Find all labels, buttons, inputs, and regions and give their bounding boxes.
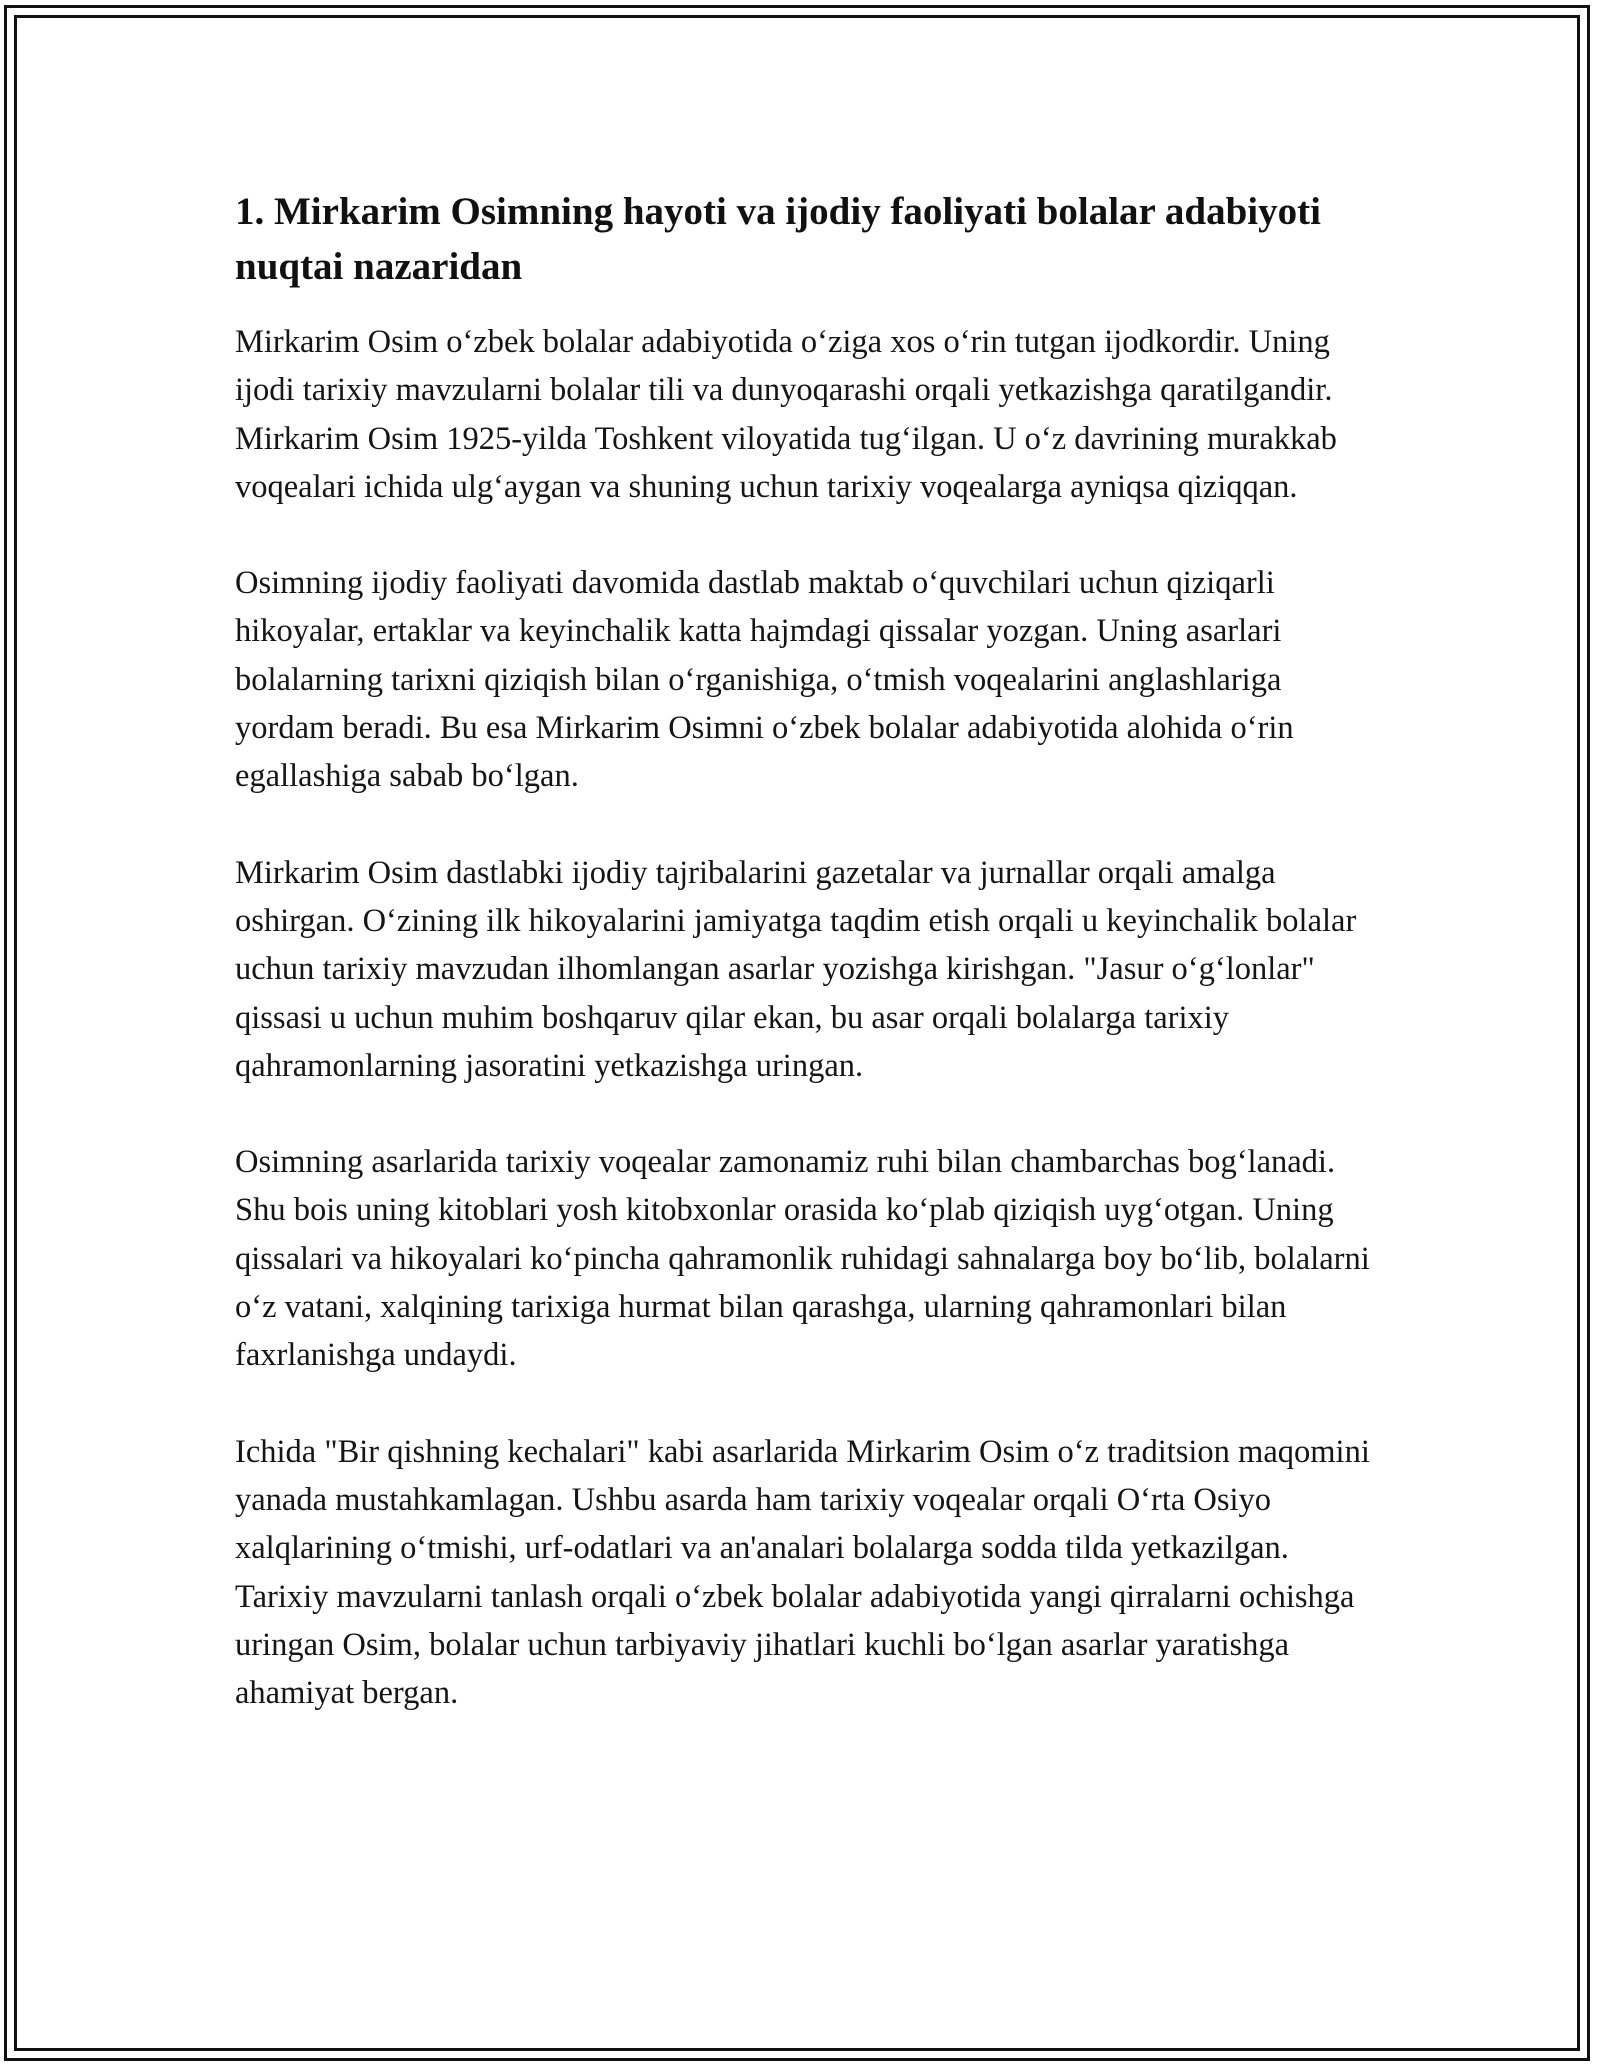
paragraph-1: Mirkarim Osim o‘zbek bolalar adabiyotida o‘ziga xos o‘rin tutgan ijodkordir. Uning ijodi tarixiy mavzularni bolalar tili va dunyoqarashi orqali yetkazishga qaratilgandir. Mirkarim Osim 1925-yilda Toshkent viloyatida tug‘ilgan. U o‘z davrining murakkab voqealari ichida ulg‘aygan va shuning uchun tarixiy voqealarga ayniqsa qiziqqan.: [235, 324, 1337, 505]
paragraph-4: Osimning asarlarida tarixiy voqealar zamonamiz ruhi bilan chambarchas bog‘lanadi. Shu bois uning kitoblari yosh kitobxonlar orasida ko‘plab qiziqish uyg‘otgan. Uning qissalari va hikoyalari ko‘pincha qahramonlik ruhidagi sahnalarga boy bo‘lib, bolalarni o‘z vatani, xalqining tarixiga hurmat bilan qarashga, ularning qahramonlari bilan faxrlanishga undaydi.: [235, 1144, 1370, 1374]
paragraph-2: Osimning ijodiy faoliyati davomida dastlab maktab o‘quvchilari uchun qiziqarli hikoyalar, ertaklar va keyinchalik katta hajmdagi qissalar yozgan. Uning asarlari bolalarning tarixni qiziqish bilan o‘rganishiga, o‘tmish voqealarini anglashlariga yordam beradi. Bu esa Mirkarim Osimni o‘zbek bolalar adabiyotida alohida o‘rin egallashiga sabab bo‘lgan.: [235, 565, 1294, 795]
document-body: [235, 184, 1370, 1765]
paragraph-5: Ichida "Bir qishning kechalari" kabi asarlarida Mirkarim Osim o‘z traditsion maqomini yanada mustahkamlagan. Ushbu asarda ham tarixiy voqealar orqali O‘rta Osiyo xalqlarining o‘tmishi, urf-odatlari va an'analari bolalarga sodda tilda yetkazilgan. Tarixiy mavzularni tanlash orqali o‘zbek bolalar adabiyotida yangi qirralarni ochishga uringan Osim, bolalar uchun tarbiyaviy jihatlari kuchli bo‘lgan asarlar yaratishga ahamiyat bergan.: [235, 1433, 1370, 1712]
paragraph-3: Mirkarim Osim dastlabki ijodiy tajribalarini gazetalar va jurnallar orqali amalga oshirgan. O‘zining ilk hikoyalarini jamiyatga taqdim etish orqali u keyinchalik bolalar uchun tarixiy mavzudan ilhomlangan asarlar yozishga kirishgan. "Jasur o‘g‘lonlar" qissasi u uchun muhim boshqaruv qilar ekan, bu asar orqali bolalarga tarixiy qahramonlarning jasoratini yetkazishga uringan.: [235, 854, 1357, 1084]
section-heading: 1. Mirkarim Osimning hayoti va ijodiy faoliyati bolalar adabiyoti nuqtai nazaridan: [235, 190, 1321, 288]
